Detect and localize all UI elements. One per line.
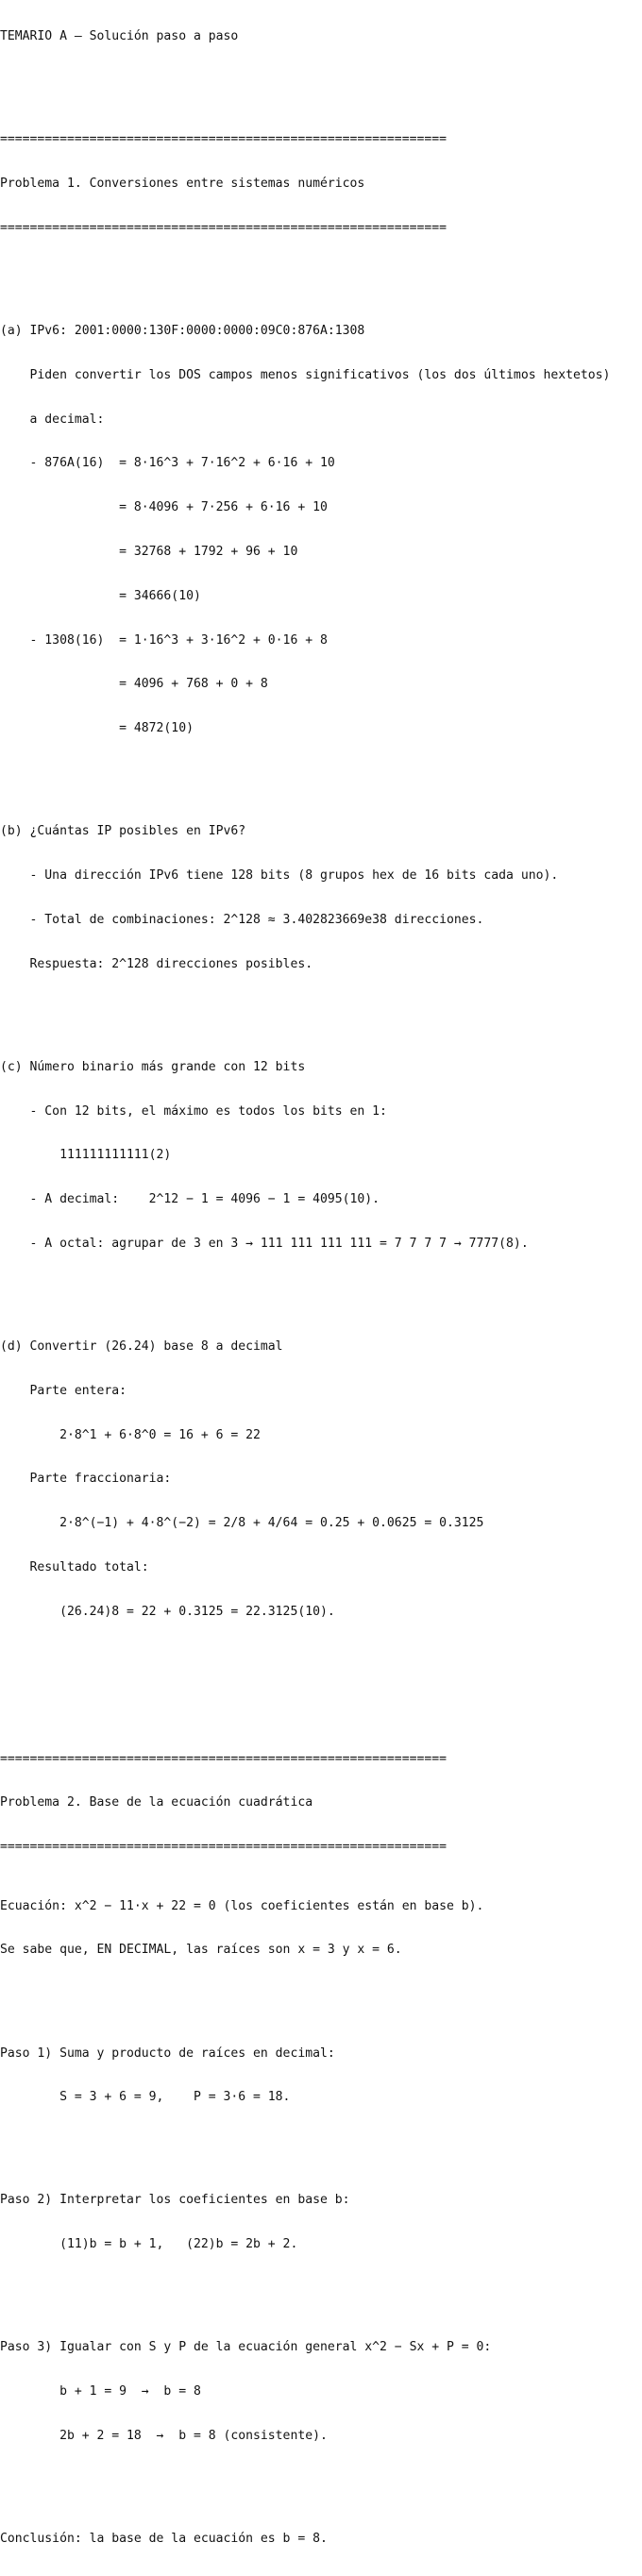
problem2-step2-line: (11)b = b + 1, (22)b = 2b + 2.	[0, 2237, 298, 2252]
blank-line	[0, 2473, 642, 2488]
problem1-c-line: - Con 12 bits, el máximo es todos los bits en 1:	[0, 1103, 387, 1119]
problem1-d-line: (d) Convertir (26.24) base 8 a decimal	[0, 1339, 283, 1355]
problem1-a-line: - 1308(16) = 1·16^3 + 3·16^2 + 0·16 + 8	[0, 632, 328, 648]
problem2-intro-line: Se sabe que, EN DECIMAL, las raíces son x = 3 y x = 6.	[0, 1943, 402, 1958]
problem1-a-line: = 8·4096 + 7·256 + 6·16 + 10	[0, 500, 328, 515]
problem1-a-line: (a) IPv6: 2001:0000:130F:0000:0000:09C0:876A:1308	[0, 324, 365, 339]
blank-line	[0, 74, 642, 89]
problem1-d-line: 2·8^(−1) + 4·8^(−2) = 2/8 + 4/64 = 0.25 + 0.0625 = 0.3125	[0, 1516, 484, 1531]
problem2-step3-line: Paso 3) Igualar con S y P de la ecuación general x^2 − Sx + P = 0:	[0, 2340, 492, 2355]
blank-line	[0, 2134, 642, 2149]
blank-line	[0, 1649, 642, 1664]
problem2-step3-line: 2b + 2 = 18 → b = 8 (consistente).	[0, 2428, 328, 2443]
problem1-c-line: 111111111111(2)	[0, 1148, 172, 1163]
problem1-b-line: - Una dirección IPv6 tiene 128 bits (8 grupos hex de 16 bits cada uno).	[0, 868, 559, 884]
problem2-step3-line: b + 1 = 9 → b = 8	[0, 2384, 201, 2399]
page-title: TEMARIO A — Solución paso a paso	[0, 29, 239, 44]
problem1-a-line: = 32768 + 1792 + 96 + 10	[0, 544, 298, 559]
problem1-a-line: = 4872(10)	[0, 721, 194, 736]
problem1-d-line: Parte fraccionaria:	[0, 1472, 172, 1487]
blank-line	[0, 1001, 642, 1016]
separator-line: ============================================================	[0, 1751, 447, 1766]
separator-line: ============================================================	[0, 220, 447, 235]
blank-line	[0, 1281, 642, 1296]
problem1-a-line: = 34666(10)	[0, 588, 201, 603]
blank-line	[0, 265, 642, 280]
blank-line	[0, 766, 642, 781]
problem2-step1-line: S = 3 + 6 = 9, P = 3·6 = 18.	[0, 2090, 291, 2105]
blank-line	[0, 1987, 642, 2002]
problem1-b-line: (b) ¿Cuántas IP posibles en IPv6?	[0, 824, 246, 839]
problem1-heading: Problema 1. Conversiones entre sistemas numéricos	[0, 177, 365, 192]
problem1-b-line: Respuesta: 2^128 direcciones posibles.	[0, 956, 313, 971]
blank-line	[0, 2281, 642, 2297]
problem2-step1-line: Paso 1) Suma y producto de raíces en decimal:	[0, 2046, 335, 2061]
separator-line: ============================================================	[0, 132, 447, 147]
problem1-c-line: - A decimal: 2^12 − 1 = 4096 − 1 = 4095(10).	[0, 1192, 380, 1207]
problem1-a-line: = 4096 + 768 + 0 + 8	[0, 677, 268, 692]
problem1-c-line: (c) Número binario más grande con 12 bits	[0, 1059, 306, 1074]
problem2-heading: Problema 2. Base de la ecuación cuadrática	[0, 1795, 313, 1810]
problem1-a-line: Piden convertir los DOS campos menos significativos (los dos últimos hextetos)	[0, 367, 611, 382]
blank-line	[0, 1692, 642, 1708]
problem1-a-line: - 876A(16) = 8·16^3 + 7·16^2 + 6·16 + 10	[0, 456, 335, 471]
problem1-a-line: a decimal:	[0, 412, 105, 427]
problem1-d-line: Parte entera:	[0, 1383, 127, 1398]
problem2-conclusion: Conclusión: la base de la ecuación es b = 8.	[0, 2532, 328, 2547]
problem1-d-line: Resultado total:	[0, 1559, 149, 1574]
separator-line: ============================================================	[0, 1840, 447, 1855]
problem2-step2-line: Paso 2) Interpretar los coeficientes en base b:	[0, 2193, 350, 2208]
problem1-d-line: (26.24)8 = 22 + 0.3125 = 22.3125(10).	[0, 1604, 335, 1619]
problem2-intro-line: Ecuación: x^2 − 11·x + 22 = 0 (los coeficientes están en base b).	[0, 1898, 484, 1913]
problem1-b-line: - Total de combinaciones: 2^128 ≈ 3.402823669e38 direcciones.	[0, 912, 484, 927]
problem1-c-line: - A octal: agrupar de 3 en 3 → 111 111 111 111 = 7 7 7 7 → 7777(8).	[0, 1236, 529, 1251]
problem1-d-line: 2·8^1 + 6·8^0 = 16 + 6 = 22	[0, 1427, 261, 1442]
